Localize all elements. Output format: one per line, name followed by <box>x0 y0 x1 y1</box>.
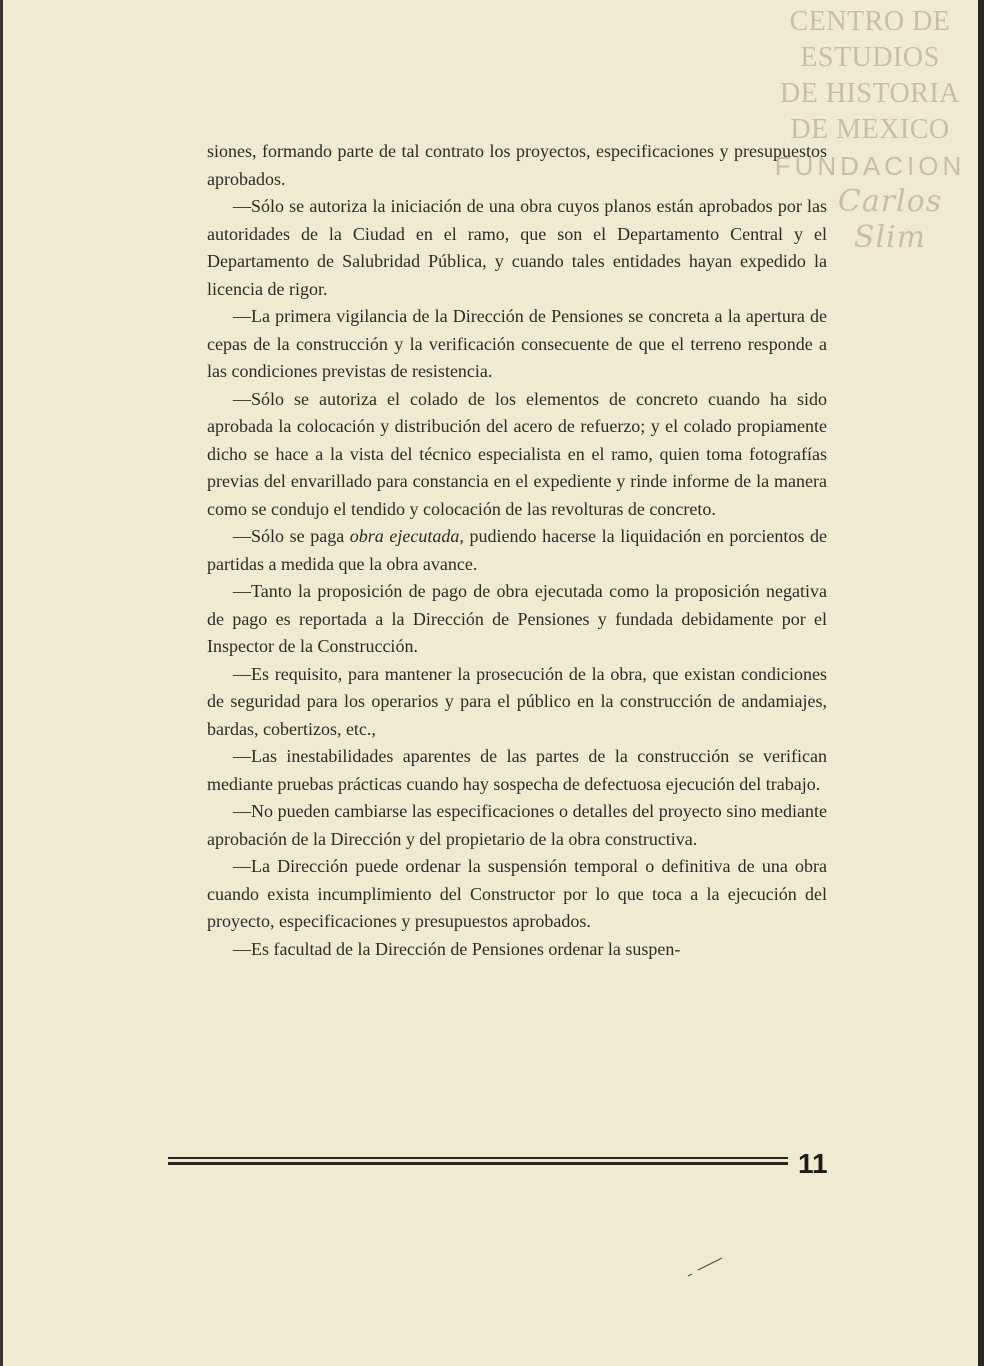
paragraph: —No pueden cambiarse las especificaciones o detalles del proyecto sino mediante aprobación de la Dirección y del propietario de la obra constructiva. <box>207 801 827 849</box>
watermark-line: CENTRO DE <box>789 6 951 37</box>
paragraph: —La Dirección puede ordenar la suspensión temporal o definitiva de una obra cuando exista incumplimiento del Constructor por lo que toca a la ejecución del proyecto, especificaciones y presupuestos aprobados. <box>207 856 827 931</box>
paragraph-text: —Sólo se paga <box>233 526 350 546</box>
watermark-line: DE HISTORIA <box>780 78 960 109</box>
page-number: 11 <box>798 1148 828 1179</box>
paragraph-text: , pudiendo hacerse la liquidación en porcientos de partidas a medida que la obra avance. <box>207 526 827 574</box>
paragraph: —Es requisito, para mantener la prosecución de la obra, que existan condiciones de seguridad para los operarios y para el público en la construcción de andamiajes, bardas, cobertizos, etc., <box>207 663 827 739</box>
paragraph: —Sólo se autoriza la iniciación de una obra cuyos planos están aprobados por las autoridades de la Ciudad en el ramo, que son el Departamento Central y el Departamento de Salubridad Pública, y cuando tales entidades hayan expedido la licencia de rigor. <box>207 196 827 299</box>
paragraph: —Tanto la proposición de pago de obra ejecutada como la proposición negativa de pago es reportada a la Dirección de Pensiones y fundada debidamente por el Inspector de la Construcción. <box>207 581 827 656</box>
body-text <box>207 138 827 963</box>
pencil-mark <box>686 1252 726 1282</box>
emphasis-text: obra ejecutada <box>349 526 460 546</box>
paragraph: siones, formando parte de tal contrato los proyectos, especificaciones y presupuestos aprobados. <box>207 141 827 189</box>
watermark-foundation: FUNDACION <box>774 151 966 181</box>
footer-rule-line <box>168 1157 788 1159</box>
paragraph: —La primera vigilancia de la Dirección de Pensiones se concreta a la apertura de cepas de la construcción y la verificación consecuente de que el terreno responde a las condiciones previstas de resistencia. <box>207 306 827 381</box>
scan-edge-right <box>978 0 984 1366</box>
paragraph: —Sólo se autoriza el colado de los elementos de concreto cuando ha sido aprobada la colocación y distribución del acero de refuerzo; y el colado propiamente dicho se hace a la vista del técnico especialista en el ramo, quien toma fotografías previas del envarillado para constancia en el expediente y rinde informe de la manera como se condujo el tendido y colocación de las revolturas de concreto. <box>207 388 827 519</box>
watermark-signature: Carlos Slim <box>837 184 943 255</box>
scan-edge-left <box>0 0 3 1366</box>
paragraph <box>207 523 827 578</box>
paragraph: —Las inestabilidades aparentes de las partes de la construcción se verifican mediante pruebas prácticas cuando hay sospecha de defectuosa ejecución del trabajo. <box>207 746 827 794</box>
paragraph: —Es facultad de la Dirección de Pensiones ordenar la suspen- <box>233 938 681 959</box>
watermark-line: DE MEXICO <box>790 114 950 145</box>
footer-rule <box>168 1157 788 1167</box>
watermark-line: ESTUDIOS <box>800 42 940 73</box>
footer-rule-line <box>168 1162 788 1165</box>
